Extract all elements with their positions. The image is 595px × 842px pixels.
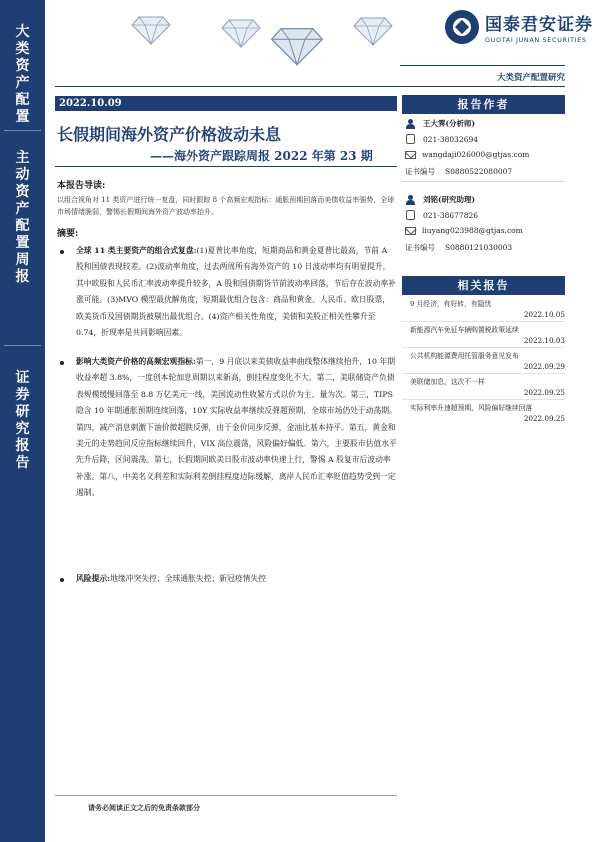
bullet-dot-icon (60, 578, 64, 582)
sidebar-divider (4, 130, 41, 131)
diamond-decoration-icon (267, 26, 327, 66)
abstract-bullet (60, 354, 397, 502)
bullet-text: 第一，9 月底以来美债收益率曲线整体继续抬升，10 年期收益率超 3.8%，一度创本轮加息周期以来新高，倒挂程度变化不大。第二，美联储资产负债表规模缓慢回落至 8.8 万亿美元一线，美国流动性收紧方式以价为主、量为次。第三，TIPS 隐含 10 年期通胀预期连续回落，10Y 实际收益率继续反弹超预期，全球市场仍处于动荡期。第四，减产消息刺激下油价微超跌反弹，由于金价同步反弹，金油比基本持平。第五，黄金和美元的走势趋同反应指标继续回升，VIX 高位震荡，风险偏好偏低。第六，主要股市估值水平先升后降，区间震荡。第七，长假期间欧美日股市波动率快速上行，警惕 A 股复市后波动率补涨。第八，中美名义利差和实际利差倒挂程度边际缓解，离岸人民币汇率贬值趋势受到一定遏制。 (76, 357, 397, 498)
authors-heading: 报告作者 (402, 95, 565, 114)
author-cert-row (405, 166, 512, 177)
brand-logo (445, 10, 593, 44)
report-category: 大类资产配置研究 (496, 73, 565, 83)
guide-heading: 本报告导读: (57, 181, 106, 191)
mail-icon (405, 227, 416, 235)
bullet-lead: 风险提示: (76, 574, 111, 583)
related-report-title[interactable]: 公共机构能源费用托管服务意见发布 (410, 352, 519, 360)
bullet-dot-icon (60, 250, 64, 254)
cert-label: 证书编号 (405, 243, 435, 252)
author-email[interactable]: wangdaji026000@gtjas.com (422, 150, 530, 159)
diamond-decoration-icon (353, 16, 393, 46)
abstract-heading: 摘要: (57, 229, 79, 239)
related-report-title[interactable]: 美联储加息，这次不一样 (410, 378, 485, 386)
brand-logo-icon (445, 10, 479, 44)
title-rule (55, 166, 397, 167)
related-report-date: 2022.09.25 (523, 414, 565, 423)
report-date: 2022.10.09 (55, 96, 397, 111)
related-report-date: 2022.10.05 (523, 310, 565, 319)
person-icon (405, 195, 417, 205)
bullet-lead: 全球 11 类主要资产的组合式复盘: (76, 246, 197, 255)
related-separator (402, 373, 565, 374)
brand-name-cn: 国泰君安证券 (485, 15, 593, 35)
author-phone-row (405, 134, 478, 144)
related-report-title[interactable]: 实际利率升速超预期，风险偏好继续回落 (410, 404, 533, 412)
sidebar-report-type-label: 证券研究报告 (15, 370, 30, 471)
footer-rule (55, 795, 397, 796)
related-report-date: 2022.09.25 (523, 388, 565, 397)
author-name: 刘铭(研究助理) (423, 195, 476, 204)
related-separator (402, 321, 565, 322)
author-email-row[interactable] (405, 226, 523, 235)
related-report-date: 2022.10.03 (523, 336, 565, 345)
person-icon (405, 119, 417, 129)
disclaimer-note: 请务必阅读正文之后的免责条款部分 (88, 803, 200, 812)
header-banner (45, 0, 595, 60)
left-sidebar (0, 0, 45, 842)
author-name: 王大霁(分析师) (423, 119, 476, 128)
cert-number: S0880522080007 (445, 167, 513, 176)
mail-icon (405, 151, 416, 159)
author-phone: 021-38032694 (423, 134, 479, 144)
sidebar-divider (4, 345, 41, 346)
author-email[interactable]: liuyang023988@gtjas.com (422, 226, 523, 235)
author-phone-row (405, 210, 478, 220)
cert-label: 证书编号 (405, 167, 435, 176)
bullet-text: (1)夏普比率角度，短期商品和黄金夏普比最高，节前 A 股和国债表现较差。(2)波动率角度，过去两周所有海外资产的 10 日波动率均有明显提升，其中欧股和人民币汇率波动率提升较多，A 股和国债期货节前波动率回落，节后存在波动率补涨可能。(3)MVO 模型最优解角度，短期最优组合包含：商品和黄金、人民币、欧日股票，欧美货币及国债期货被剔出最优组合。(4)资产相关性角度，美债和美股正相关性攀升至 0.74，折现率是共同影响因素。 (76, 246, 396, 338)
report-title: 长假期间海外资产价格波动未息 (57, 125, 282, 144)
author-name-row (405, 194, 475, 205)
author-cert-row (405, 242, 512, 253)
brand-name-en: GUOTAI JUNAN SECURITIES (485, 36, 587, 44)
diamond-decoration-icon (221, 18, 261, 48)
author-email-row[interactable] (405, 150, 529, 159)
related-separator (402, 347, 565, 348)
bullet-dot-icon (60, 361, 64, 365)
bullet-lead: 影响大类资产价格的高频宏观指标: (76, 357, 196, 366)
related-report-title[interactable]: 9 月经济，有好转，有隐忧 (410, 300, 492, 308)
author-name-row (405, 118, 475, 129)
guide-text: 以组合视角对 11 类资产进行统一复盘，同时跟踪 8 个高频宏观指标：通胀预期回落而美债收益率强势，全球市场情绪脆弱，警惕长假期间海外资产波动率抬升。 (57, 196, 395, 216)
sidebar-category-label: 大类资产配置 (15, 24, 30, 125)
abstract-bullet (60, 571, 397, 587)
sidebar-series-label: 主动资产配置周报 (15, 150, 30, 285)
author-phone: 021-38677826 (423, 210, 479, 220)
category-rule (55, 86, 565, 87)
author-separator (402, 181, 565, 182)
bullet-text: 地缘冲突失控；全球通胀失控；新冠疫情失控 (110, 574, 267, 583)
report-subtitle: ——海外资产跟踪周报 2022 年第 23 期 (150, 149, 373, 163)
header-rule (400, 65, 565, 66)
related-heading: 相关报告 (402, 276, 565, 295)
related-report-title[interactable]: 新能源汽车免征车辆购置税政策延续 (410, 326, 519, 334)
cert-number: S0880121030003 (445, 243, 513, 252)
phone-icon (406, 210, 415, 220)
diamond-decoration-icon (131, 15, 171, 45)
abstract-bullet (60, 243, 397, 341)
related-report-date: 2022.09.29 (523, 362, 565, 371)
related-separator (402, 399, 565, 400)
phone-icon (406, 134, 415, 144)
